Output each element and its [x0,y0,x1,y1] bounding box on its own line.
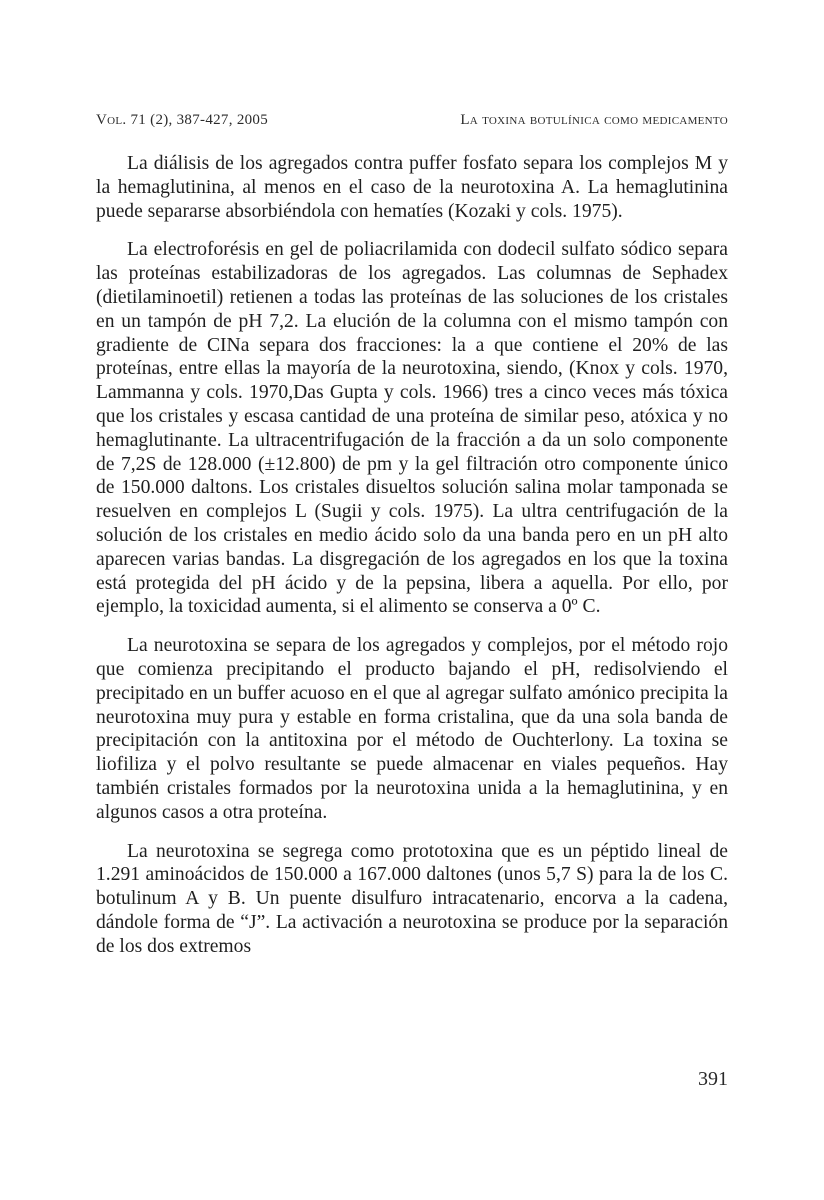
paragraph: La diálisis de los agregados contra puffer fosfato separa los complejos M y la hemaglutinina, al menos en el caso de la neurotoxina A. La hemaglutinina puede separarse absorbiéndola con hematíes (Kozaki y cols. 1975). [96,153,728,222]
page-number: 391 [698,1068,728,1090]
article-short-title: La toxina botulínica como medicamento [460,112,728,128]
paragraph: La neurotoxina se segrega como prototoxina que es un péptido lineal de 1.291 aminoácidos de 150.000 a 167.000 daltones (unos 5,7 S) para la de los C. botulinum A y B. Un puente disulfuro intracatenario, encorva a la cadena, dándole forma de “J”. La activación a neurotoxina se produce por la separación de los dos extremos [96,840,728,957]
body-text [96,152,728,974]
running-header [96,112,728,134]
paragraph: La electroforésis en gel de poliacrilamida con dodecil sulfato sódico separa las proteínas estabilizadoras de los agregados. Las columnas de Sephadex (dietilaminoetil) retienen a todas las proteínas de las soluciones de los cristales en un tampón de pH 7,2. La elución de la columna con el mismo tampón con gradiente de CINa separa dos fracciones: la a que contiene el 20% de las proteínas, entre ellas la mayoría de la neurotoxina, siendo, (Knox y cols. 1970, Lammanna y cols. 1970,Das Gupta y cols. 1966) tres a cinco veces más tóxica que los cristales y escasa cantidad de una proteína de similar peso, atóxica y no hemaglutinante. La ultracentrifugación de la fracción a da un solo componente de 7,2S de 128.000 (±12.800) de pm y la gel filtración otro componente único de 150.000 daltons. Los cristales disueltos solución salina molar tamponada se resuelven en complejos L (Sugii y cols. 1975). La ultra centrifugación de la solución de los cristales en medio ácido solo da una banda pero en un pH alto aparecen varias bandas. La disgregación de los agregados en los que la toxina está protegida del pH ácido y de la pepsina, libera a aquella. Por ello, por ejemplo, la toxicidad aumenta, si el alimento se conserva a 0º C. [96,239,728,618]
journal-citation: Vol. 71 (2), 387-427, 2005 [96,112,269,128]
paragraph: La neurotoxina se separa de los agregados y complejos, por el método rojo que comienza precipitando el producto bajando el pH, redisolviendo el precipitado en un buffer acuoso en el que al agregar sulfato amónico precipita la neurotoxina muy pura y estable en forma cristalina, que da una sola banda de precipitación con la antitoxina por el método de Ouchterlony. La toxina se liofiliza y el polvo resultante se puede almacenar en viales pequeños. Hay también cristales formados por la neurotoxina unida a la hemaglutinina, y en algunos casos a otra proteína. [96,635,728,823]
